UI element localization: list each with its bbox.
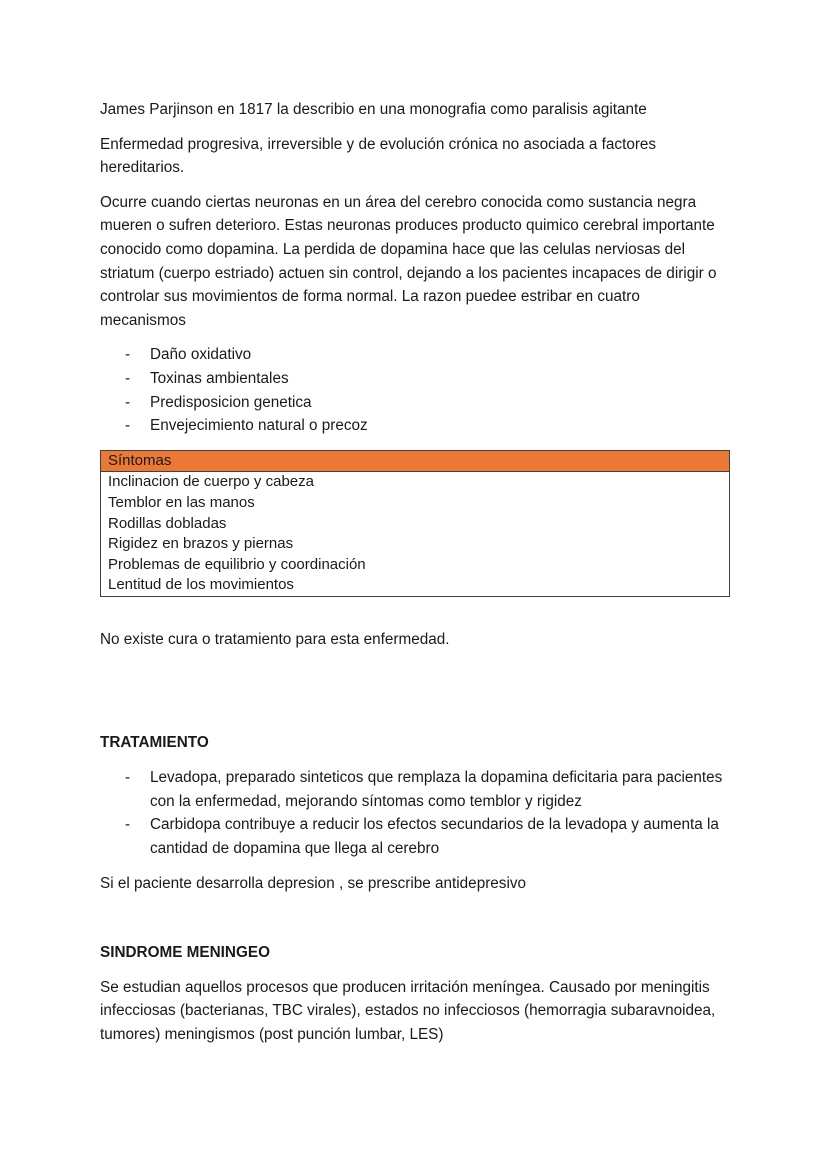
list-item: - Predisposicion genetica bbox=[100, 391, 728, 415]
table-row: Problemas de equilibrio y coordinación bbox=[108, 555, 366, 573]
meningeal-heading: SINDROME MENINGEO bbox=[100, 944, 270, 962]
intro-paragraph-2: Enfermedad progresiva, irreversible y de evolución crónica no asociada a factores hereditarios. bbox=[100, 135, 657, 177]
treatment-heading: TRATAMIENTO bbox=[100, 734, 209, 752]
treatment-note: Si el paciente desarrolla depresion , se prescribe antidepresivo bbox=[100, 875, 527, 893]
symptoms-table-header: Síntomas bbox=[101, 451, 729, 473]
list-item: - Levadopa, preparado sinteticos que remplaza la dopamina deficitaria para pacientes con la enfermedad, mejorando síntomas como temblor y rigidez bbox=[100, 766, 728, 813]
table-row: Rodillas dobladas bbox=[108, 514, 227, 532]
list-item: - Daño oxidativo bbox=[100, 343, 728, 367]
intro-paragraph-1: James Parjinson en 1817 la describio en una monografia como paralisis agitante bbox=[100, 101, 647, 118]
meningeal-paragraph: Se estudian aquellos procesos que producen irritación meníngea. Causado por meningitis infecciosas (bacterianas, TBC virales), estados no infecciosos (hemorragia subaravnoidea, tumores) meningismos (post punción lumbar, LES) bbox=[100, 978, 716, 1043]
symptoms-table bbox=[100, 450, 730, 597]
mechanisms-list bbox=[100, 343, 728, 437]
no-cure-paragraph: No existe cura o tratamiento para esta enfermedad. bbox=[100, 630, 450, 648]
list-item: - Envejecimiento natural o precoz bbox=[100, 414, 728, 438]
table-row: Rigidez en brazos y piernas bbox=[108, 535, 294, 553]
document-body bbox=[100, 98, 728, 1057]
table-row: Temblor en las manos bbox=[108, 493, 255, 511]
list-item: - Toxinas ambientales bbox=[100, 367, 728, 391]
list-item: - Carbidopa contribuye a reducir los efectos secundarios de la levadopa y aumenta la cantidad de dopamina que llega al cerebro bbox=[100, 813, 728, 860]
treatment-list bbox=[100, 766, 728, 860]
intro-paragraph-3: Ocurre cuando ciertas neuronas en un área del cerebro conocida como sustancia negra mueren o sufren deterioro. Estas neuronas produces producto quimico cerebral importante conocido como dopamina. La perdida de dopamina hace que las celulas nerviosas del striatum (cuerpo estriado) actuen sin control, dejando a los pacientes incapaces de dirigir o controlar sus movimientos de forma normal. La razon puedee estribar en cuatro mecanismos bbox=[100, 193, 717, 329]
table-row: Lentitud de los movimientos bbox=[108, 576, 294, 594]
table-row: Inclinacion de cuerpo y cabeza bbox=[108, 473, 314, 491]
